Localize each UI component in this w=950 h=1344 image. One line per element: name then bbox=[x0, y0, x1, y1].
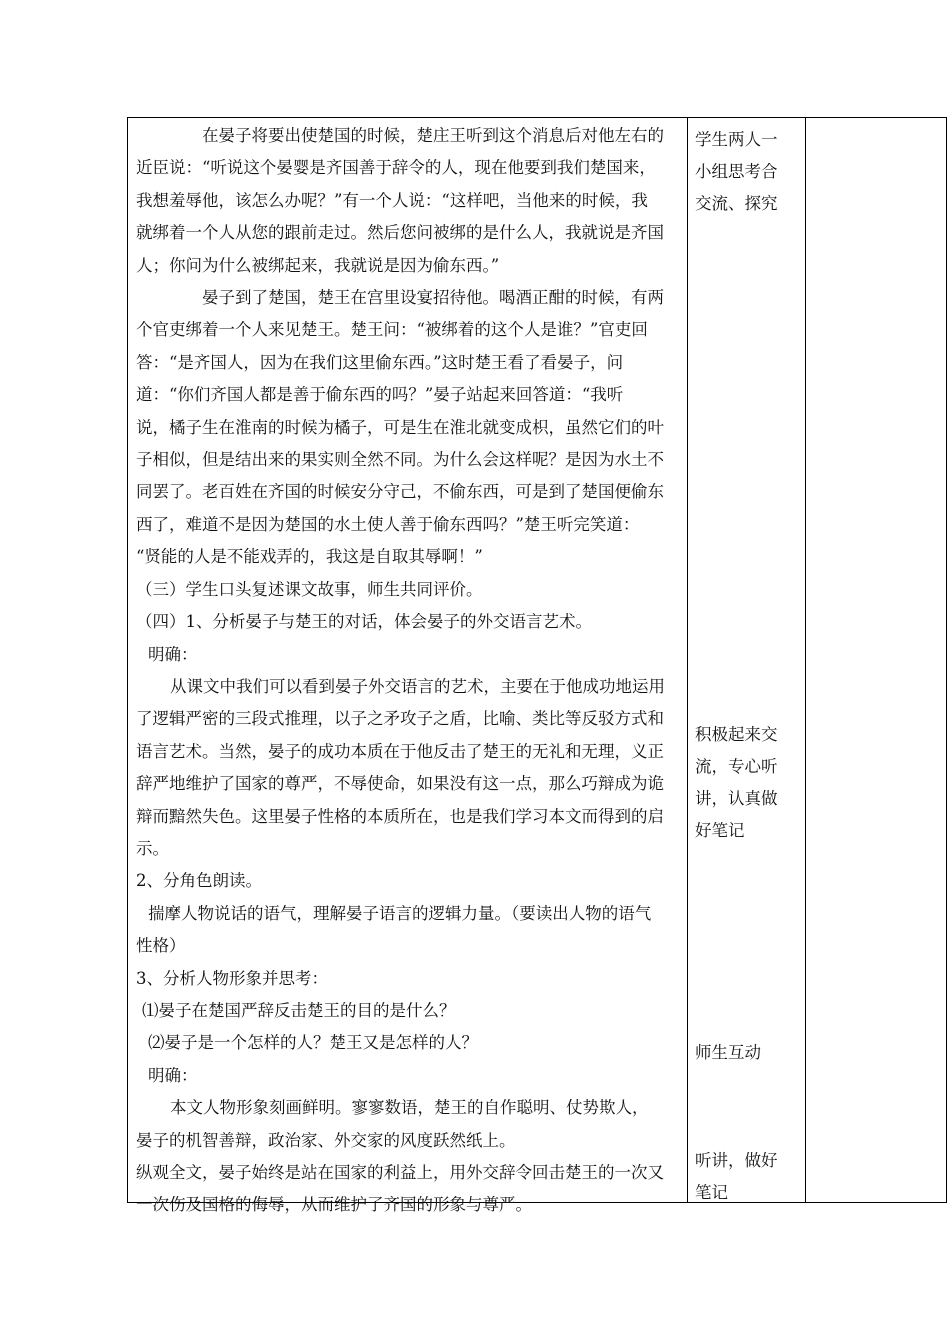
text-line: 辩而黯然失色。这里晏子性格的本质所在，也是我们学习本文而得到的启 bbox=[136, 806, 664, 826]
student-activity-note bbox=[695, 1145, 803, 1209]
note-line: 小组思考合 bbox=[695, 162, 778, 181]
text-line: 明确： bbox=[148, 1065, 198, 1085]
text-line: 从课文中我们可以看到晏子外交语言的艺术，主要在于他成功地运用 bbox=[170, 676, 665, 696]
text-line: 示。 bbox=[136, 838, 169, 858]
text-line: 道：“你们齐国人都是善于偷东西的吗？”晏子站起来回答道：“我听 bbox=[136, 385, 624, 405]
section-heading: （四）1、分析晏子与楚王的对话，体会晏子的外交语言艺术。 bbox=[136, 612, 592, 632]
note-line: 交流、探究 bbox=[695, 194, 778, 213]
text-line: 近臣说：“听说这个晏婴是齐国善于辞令的人，现在他要到我们楚国来， bbox=[136, 158, 656, 178]
text-line: 就绑着一个人从您的跟前走过。然后您问被绑的是什么人，我就说是齐国 bbox=[136, 223, 664, 243]
text-line: 一次伤及国格的侮辱，从而维护了齐国的形象与尊严。 bbox=[136, 1195, 532, 1215]
column-divider bbox=[687, 118, 688, 1202]
text-line: 本文人物形象刻画鲜明。寥寥数语，楚王的自作聪明、仗势欺人， bbox=[170, 1098, 649, 1118]
text-line: 揣摩人物说话的语气，理解晏子语言的逻辑力量。（要读出人物的语气 bbox=[148, 903, 652, 923]
lesson-plan-table bbox=[127, 117, 947, 1215]
note-line: 学生两人一 bbox=[695, 130, 778, 149]
text-line: 同罢了。老百姓在齐国的时候安分守己，不偷东西，可是到了楚国便偷东 bbox=[136, 482, 664, 502]
text-line: ⑵晏子是一个怎样的人？楚王又是怎样的人？ bbox=[148, 1033, 478, 1053]
text-line: 明确： bbox=[148, 644, 198, 664]
column-divider bbox=[805, 118, 806, 1202]
note-line: 讲，认真做 bbox=[695, 789, 778, 808]
text-line: 了逻辑严密的三段式推理，以子之矛攻子之盾，比喻、类比等反驳方式和 bbox=[136, 709, 664, 729]
text-line: 说，橘子生在淮南的时候为橘子，可是生在淮北就变成枳，虽然它们的叶 bbox=[136, 417, 664, 437]
text-line: “贤能的人是不能戏弄的，我这是自取其辱啊！” bbox=[136, 547, 483, 567]
text-line: 个官吏绑着一个人来见楚王。楚王问：“被绑着的这个人是谁？”官吏回 bbox=[136, 320, 648, 340]
text-line: 辞严地维护了国家的尊严，不辱使命，如果没有这一点，那么巧辩成为诡 bbox=[136, 774, 664, 794]
text-line: 语言艺术。当然，晏子的成功本质在于他反击了楚王的无礼和无理，义正 bbox=[136, 741, 664, 761]
text-line: 人；你问为什么被绑起来，我就说是因为偷东西。” bbox=[136, 255, 500, 275]
note-line: 积极起来交 bbox=[695, 725, 778, 744]
text-line: 晏子到了楚国，楚王在宫里设宴招待他。喝酒正酣的时候，有两 bbox=[202, 288, 664, 308]
student-activity-note bbox=[695, 719, 803, 847]
note-line: 笔记 bbox=[695, 1183, 728, 1202]
section-heading: 2、分角色朗读。 bbox=[136, 871, 262, 891]
text-line: 性格） bbox=[136, 936, 186, 956]
text-line: ⑴晏子在楚国严辞反击楚王的目的是什么？ bbox=[142, 1000, 456, 1020]
text-line: 答：“是齐国人，因为在我们这里偷东西。”这时楚王看了看晏子，问 bbox=[136, 352, 624, 372]
student-activity-note bbox=[695, 1037, 803, 1069]
student-activity-note bbox=[695, 124, 803, 220]
note-line: 师生互动 bbox=[695, 1043, 761, 1062]
section-heading: 3、分析人物形象并思考： bbox=[136, 968, 328, 988]
note-line: 好笔记 bbox=[695, 821, 745, 840]
lesson-content-column bbox=[136, 120, 682, 1222]
note-line: 听讲，做好 bbox=[695, 1151, 778, 1170]
text-line: 在晏子将要出使楚国的时候，楚庄王听到这个消息后对他左右的 bbox=[202, 126, 664, 145]
section-heading: （三）学生口头复述课文故事，师生共同评价。 bbox=[136, 579, 483, 599]
note-line: 流，专心听 bbox=[695, 757, 778, 776]
text-line: 纵观全文，晏子始终是站在国家的利益上，用外交辞令回击楚王的一次又 bbox=[136, 1163, 664, 1182]
text-line: 子相似，但是结出来的果实则全然不同。为什么会这样呢？是因为水土不 bbox=[136, 450, 664, 470]
text-line: 西了，难道不是因为楚国的水土使人善于偷东西吗？”楚王听完笑道： bbox=[136, 514, 640, 534]
text-line: 晏子的机智善辩，政治家、外交家的风度跃然纸上。 bbox=[136, 1130, 516, 1150]
text-line: 我想羞辱他，该怎么办呢？”有一个人说：“这样吧，当他来的时候，我 bbox=[136, 190, 648, 210]
